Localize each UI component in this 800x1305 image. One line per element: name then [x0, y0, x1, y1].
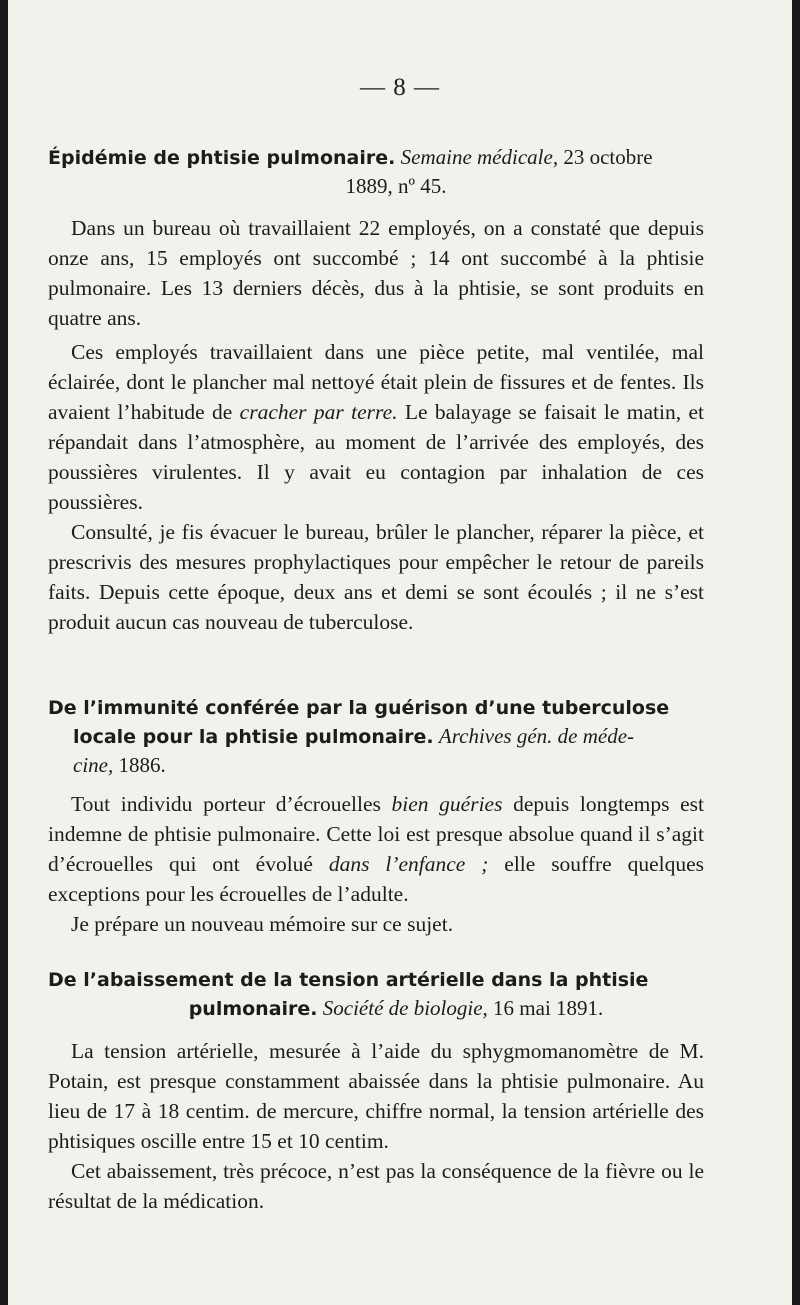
section-source: Archives gén. de méde- — [438, 724, 635, 748]
paragraph: Consulté, je fis évacuer le bureau, brûler le plancher, réparer la pièce, et prescrivis des mesures prophylactiques pour empêcher le retour de pareils faits. Depuis cette époque, deux ans et demi se sont écoulés ; il ne s’est produit aucun cas nouveau de tuberculose. — [48, 520, 704, 634]
section-heading-epidemie — [48, 143, 744, 200]
section-source: Société de biologie, — [322, 996, 488, 1020]
section-title-continued: locale pour la phtisie pulmonaire. — [73, 726, 434, 748]
section-source: Semaine médicale, — [400, 145, 559, 169]
page-number: — 8 — — [360, 74, 440, 101]
paragraph: La tension artérielle, mesurée à l’aide du sphygmomanomètre de M. Potain, est presque constamment abaissée dans la phtisie pulmonaire. Au lieu de 17 à 18 centim. de mercure, chiffre normal, la tension artérielle des phtisiques oscille entre 15 et 10 centim. — [48, 1039, 704, 1153]
section-title: De l’abaissement de la tension artérielle dans la phtisie — [48, 969, 649, 991]
paragraph: Ces employés travaillaient dans une pièce petite, mal ventilée, mal éclairée, dont le plancher mal nettoyé était plein de fissures et de fentes. Ils avaient l’habitude de cracher par terre. Le balayage se faisait le matin, et répandait dans l’atmosphère, au moment de l’arrivée des employés, des poussières virulentes. Il y avait eu contagion par inhalation de ces poussières. — [48, 340, 704, 514]
section-title: Épidémie de phtisie pulmonaire. — [48, 147, 396, 169]
section-date: 23 octobre — [563, 145, 653, 169]
section-source-continued: cine, — [73, 753, 114, 777]
paragraph: Je prépare un nouveau mémoire sur ce sujet. — [71, 912, 454, 936]
emphasis: dans l’enfance ; — [328, 852, 489, 876]
section-date-continued: 1889, nº 45. — [345, 174, 447, 198]
emphasis: cracher par terre. — [239, 400, 398, 424]
section-title-continued: pulmonaire. — [188, 998, 318, 1020]
paragraph: Dans un bureau où travaillaient 22 employés, on a constaté que depuis onze ans, 15 employés ont succombé ; 14 ont succombé à la phtisie pulmonaire. Les 13 derniers décès, dus à la phtisie, se sont produits en quatre ans. — [48, 216, 704, 330]
section-date: 1886. — [118, 753, 166, 777]
section-date: 16 mai 1891. — [493, 996, 604, 1020]
section-heading-abaissement — [48, 965, 744, 1023]
section-heading-immunite — [48, 693, 744, 779]
section-title: De l’immunité conférée par la guérison d’une tuberculose — [48, 697, 670, 719]
scanned-page — [8, 0, 792, 1305]
emphasis: bien guéries — [391, 792, 503, 816]
paragraph: Cet abaissement, très précoce, n’est pas la conséquence de la fièvre ou le résultat de la médication. — [48, 1159, 704, 1213]
paragraph: Tout individu porteur d’écrouelles bien guéries depuis longtemps est indemne de phtisie pulmonaire. Cette loi est presque absolue quand il s’agit d’écrouelles qui ont évolué dans l’enfance ; elle souffre quelques exceptions pour les écrouelles de l’adulte. — [48, 792, 704, 906]
